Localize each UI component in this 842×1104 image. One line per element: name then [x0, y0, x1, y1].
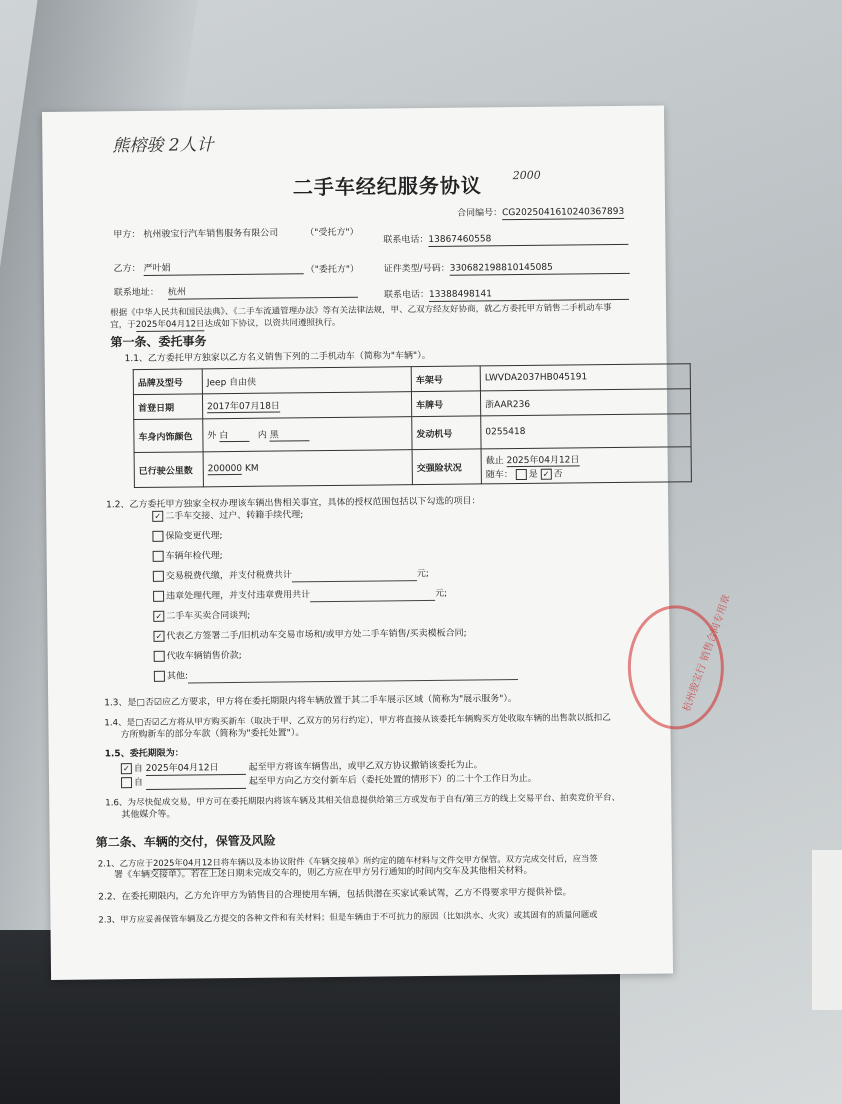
authorization-option: ✓ 代表乙方签署二手/旧机动车交易市场和/或甲方处二手车销售/买卖模板合同; [153, 628, 466, 643]
insurance-label: 交强险状况 [412, 449, 481, 485]
checkbox-checked-icon: ✓ [153, 631, 164, 642]
clause-1-2: 1.2、乙方委托甲方独家全权办理该车辆出售相关事宜，具体的授权范围包括以下勾选的项目： [106, 496, 481, 511]
party-a-role: （"受托方"） [305, 227, 359, 239]
engine-label: 发动机号 [412, 416, 481, 450]
side-paper [812, 850, 842, 1010]
color-value: 外 白 内 黑 [203, 417, 412, 452]
authorization-option: 车辆年检代理; [153, 550, 223, 563]
clause-2-1-line-1: 2.1、乙方应于2025年04月12日将车辆以及本协议附件《车辆交接单》所约定的随车材料与文件交甲方保管。双方完成交付后，应当签 [97, 853, 598, 869]
clause-1-5-b: 自 起至甲方向乙方交付新车后（委托处置的情形下）的二十个工作日为止。 [121, 773, 537, 790]
preamble-line-2: 宜，于2025年04月12日达成如下协议，以资共同遵照执行。 [110, 317, 341, 331]
document-title: 二手车经纪服务协议 [292, 173, 482, 200]
checkbox-empty-icon [154, 671, 165, 682]
address-label: 联系地址： [113, 287, 159, 299]
clause-1-1: 1.1、乙方委托甲方独家以乙方名义销售下列的二手机动车（简称为"车辆"）。 [124, 350, 431, 365]
checkbox-checked-icon: ✓ [152, 511, 163, 522]
authorization-option: ✓ 二手车买卖合同谈判; [153, 610, 250, 623]
checkbox-empty-icon [121, 777, 132, 788]
authorization-option: 代收车辆销售价款; [154, 650, 242, 663]
clause-2-2: 2.2、在委托期限内，乙方允许甲方为销售目的合理使用车辆，包括供潜在买家试乘试驾，乙方不得要求甲方提供补偿。 [98, 887, 572, 903]
checkbox-checked-icon: ✓ [541, 468, 552, 479]
party-b-role: （"委托方"） [305, 264, 360, 276]
preamble-line-1: 根据《中华人民共和国民法典》、《二手车流通管理办法》等有关法律法规，甲、乙双方经友好协商，就乙方委托甲方销售二手机动车事 [110, 303, 612, 319]
checkbox-empty-icon [152, 531, 163, 542]
clause-2-1-line-2: 署《车辆交接单》。若在上述日期未完成交车的，则乙方应在甲方另行通知的时间内交车及其他相关材料。 [113, 865, 533, 881]
color-label: 车身内饰颜色 [134, 419, 203, 453]
authorization-option: 交易税费代缴，并支付税费共计 元; [153, 568, 429, 584]
section-2-heading: 第二条、车辆的交付，保管及风险 [95, 833, 276, 850]
clause-1-5: 1.5、委托期限为： [104, 748, 184, 760]
checkbox-checked-icon: ✓ [153, 611, 164, 622]
checkbox-empty-icon [153, 571, 164, 582]
mileage-label: 已行驶公里数 [134, 452, 203, 488]
authorization-option: 其他: [154, 667, 518, 684]
party-a-name: 杭州骏宝行汽车销售服务有限公司 [143, 228, 279, 240]
authorization-option: 违章处理代理，并支付违章费用共计 元; [153, 588, 447, 604]
address-phone: 联系电话：13388498141 [384, 287, 629, 303]
vin-value: LWVDA2037HB045191 [480, 364, 690, 391]
vin-label: 车架号 [411, 366, 480, 392]
clause-1-5-a: ✓ 自 2025年04月12日 起至甲方将该车辆售出，或甲乙双方协议撤销该委托为止。 [121, 759, 483, 776]
checkbox-empty-icon [153, 591, 164, 602]
party-a-label: 甲方： [113, 229, 141, 241]
plate-label: 车牌号 [411, 391, 480, 417]
company-seal-text: 杭州骏宝行 销售合同专用章 [681, 593, 733, 714]
section-1-heading: 第一条、委托事务 [110, 334, 207, 350]
insurance-value: 截止 2025年04月12日 随车： 是 ✓ 否 [481, 447, 691, 484]
clause-2-3: 2.3、甲方应妥善保管车辆及乙方提交的各种文件和有关材料；但是车辆由于不可抗力的原因（比如洪水、火灾）或其固有的质量问题或 [98, 909, 598, 925]
brand-value: Jeep 自由侠 [202, 367, 411, 394]
party-a-phone: 联系电话：13867460558 [383, 232, 628, 248]
contract-number: 合同编号：CG20250416102403678​93 [457, 206, 625, 219]
clause-1-4-line-2: 方所购新车的部分车款（简称为"委托处置"）。 [120, 728, 305, 741]
plate-value: 浙AAR236 [480, 389, 690, 416]
handwritten-number: 2000 [512, 168, 541, 183]
vehicle-table [133, 363, 692, 488]
party-b-label: 乙方： [113, 263, 141, 275]
checkbox-empty-icon [153, 551, 164, 562]
clause-1-3: 1.3、是□否☑应乙方要求，甲方将在委托期限内将车辆放置于其二手车展示区域（简称为"展示服务"）。 [104, 694, 517, 709]
checkbox-empty-icon [516, 468, 527, 479]
brand-label: 品牌及型号 [133, 369, 202, 395]
mileage-value: 200000 KM [203, 450, 412, 487]
reg-label: 首登日期 [133, 394, 202, 420]
checkbox-checked-icon: ✓ [121, 763, 132, 774]
clause-1-6-line-2: 其他媒介等。 [121, 809, 176, 821]
clause-1-6-line-1: 1.6、为尽快促成交易，甲方可在委托期限内将该车辆及其相关信息提供给第三方或发布于自有/第三方的线上交易平台、拍卖竞价平台、 [105, 792, 621, 809]
authorization-option: ✓ 二手车交接、过户、转籍手续代理; [152, 509, 303, 523]
party-b-id: 证件类型/号码：330682198810145085 [384, 261, 630, 277]
checkbox-empty-icon [154, 651, 165, 662]
address-value: 杭州 [168, 285, 358, 300]
party-b-name: 严叶娟 [144, 261, 304, 276]
handwritten-note: 熊榕骏 2人计 [112, 135, 214, 157]
reg-value: 2017年07月18日 [202, 392, 411, 419]
contract-sheet [42, 105, 733, 979]
clause-1-4-line-1: 1.4、是□否☑乙方将从甲方购买新车（取决于甲、乙双方的另行约定），甲方将直接从该委托车辆购买方处收取车辆的出售款以抵扣乙 [104, 713, 611, 729]
engine-value: 0255418 [481, 414, 691, 449]
authorization-option: 保险变更代理; [152, 530, 222, 543]
